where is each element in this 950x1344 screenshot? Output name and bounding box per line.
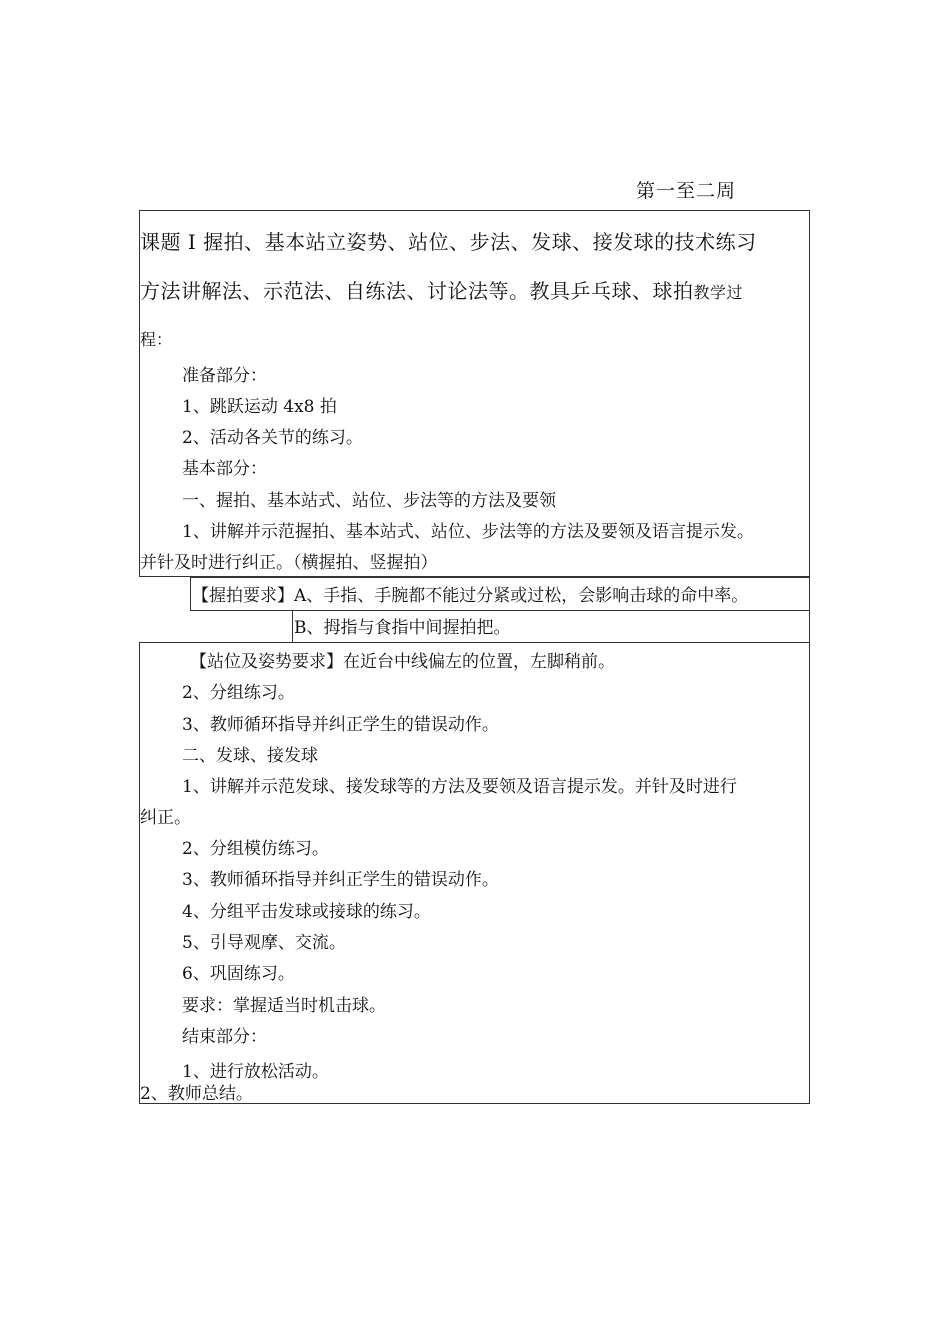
prep-title: 准备部分： — [182, 366, 267, 386]
end-title: 结束部分： — [182, 1027, 267, 1047]
section2-item-4: 4、分组平击发球或接球的练习。 — [182, 902, 431, 922]
teaching-methods-main: 方法讲解法、示范法、自练法、讨论法等。教具乒乓球、球拍 — [140, 279, 694, 303]
stance-requirement: 【站位及姿势要求】在近台中线偏左的位置，左脚稍前。 — [190, 652, 615, 672]
section1-item-1-cont: 并针及时进行纠正。（横握拍、竖握拍） — [140, 553, 438, 573]
lesson-title: 课题 I 握拍、基本站立姿势、站位、步法、发球、接发球的技术练习 — [140, 230, 757, 254]
section2-item-6: 6、巩固练习。 — [182, 964, 295, 984]
end-item-1: 1、进行放松活动。 — [182, 1062, 329, 1082]
teaching-process-end: 程： — [140, 330, 173, 349]
prep-item-2: 2、活动各关节的练习。 — [182, 428, 363, 448]
section2-item-1-cont: 纠正。 — [140, 808, 191, 828]
section1-item-1: 1、讲解并示范握拍、基本站式、站位、步法等的方法及要领及语言提示发。 — [182, 522, 754, 542]
teaching-methods — [140, 278, 743, 306]
grip-requirement-b: B、拇指与食指中间握拍把。 — [294, 618, 511, 638]
item-2: 2、分组练习。 — [182, 683, 295, 703]
grip-requirement: 【握拍要求】A、手指、手腕都不能过分紧或过松，会影响击球的命中率。 — [192, 586, 749, 606]
item-3: 3、教师循环指导并纠正学生的错误动作。 — [182, 715, 499, 735]
requirement: 要求：掌握适当时机击球。 — [182, 996, 386, 1016]
teaching-process-label: 教学过 — [693, 283, 744, 302]
section2-item-1: 1、讲解并示范发球、接发球等的方法及要领及语言提示发。并针及时进行 — [182, 777, 737, 797]
week-label: 第一至二周 — [636, 180, 737, 202]
prep-item-1: 1、跳跃运动 4x8 拍 — [182, 397, 337, 417]
section1-title: 一、握拍、基本站式、站位、步法等的方法及要领 — [182, 491, 556, 511]
section2-title: 二、发球、接发球 — [182, 746, 318, 766]
section2-item-2: 2、分组模仿练习。 — [182, 839, 329, 859]
basic-title: 基本部分： — [182, 459, 267, 479]
section2-item-5: 5、引导观摩、交流。 — [182, 933, 346, 953]
section2-item-3: 3、教师循环指导并纠正学生的错误动作。 — [182, 870, 499, 890]
end-item-2: 2、教师总结。 — [140, 1084, 253, 1104]
